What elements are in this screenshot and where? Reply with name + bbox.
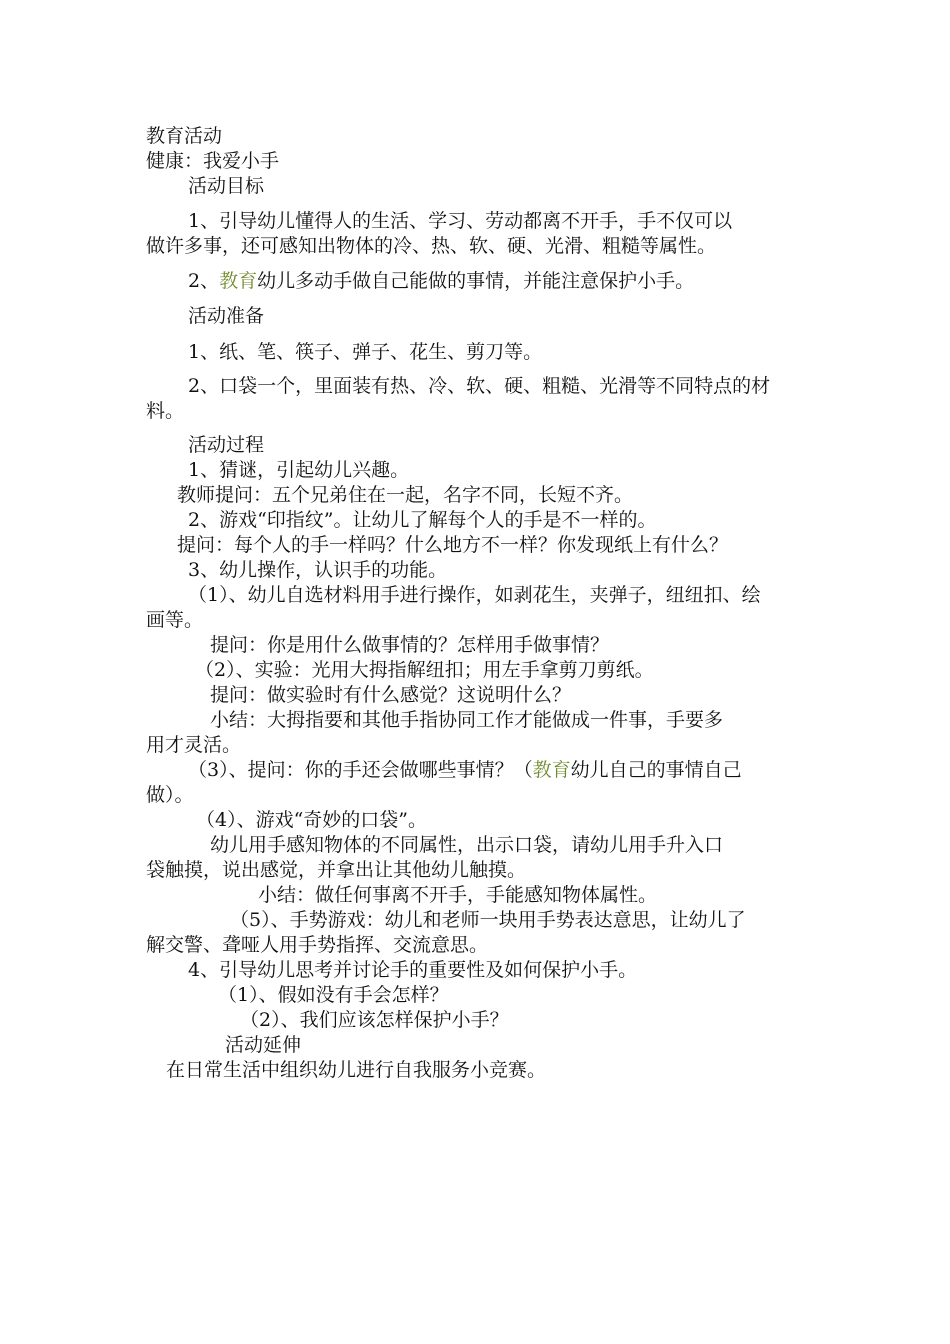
goal-1-line-2: 做许多事，还可感知出物体的冷、热、软、硬、光滑、粗糙等属性。 <box>146 235 717 257</box>
section-heading-extension: 活动延伸 <box>225 1034 302 1056</box>
process-step-1-question: 教师提问：五个兄弟住在一起，名字不同，长短不齐。 <box>177 484 634 506</box>
step-3-4-desc-line-2: 袋触摸，说出感觉，并拿出让其他幼儿触摸。 <box>146 859 527 881</box>
step-3-4: （4）、游戏“奇妙的口袋”。 <box>196 809 428 831</box>
step-4-1: （1）、假如没有手会怎样？ <box>218 984 449 1006</box>
step-4-2: （2）、我们应该怎样保护小手？ <box>240 1009 509 1031</box>
step-3-2-summary-line-2: 用才灵活。 <box>146 734 242 756</box>
step-3-2-question: 提问：做实验时有什么感觉？这说明什么？ <box>210 684 572 706</box>
prep-1: 1、纸、笔、筷子、弹子、花生、剪刀等。 <box>188 341 543 363</box>
section-heading-process: 活动过程 <box>188 434 265 456</box>
process-step-1: 1、猜谜，引起幼儿兴趣。 <box>188 459 410 481</box>
extension-text: 在日常生活中组织幼儿进行自我服务小竞赛。 <box>166 1059 547 1081</box>
section-heading-preparation: 活动准备 <box>188 305 265 327</box>
education-link[interactable]: 教育 <box>532 759 571 781</box>
process-step-2: 2、游戏“印指纹”。让幼儿了解每个人的手是不一样的。 <box>188 509 657 531</box>
step-3-5-line-2: 解交警、聋哑人用手势指挥、交流意思。 <box>146 934 489 956</box>
section-heading-goals: 活动目标 <box>188 175 265 197</box>
step-3-1-line-1: （1）、幼儿自选材料用手进行操作，如剥花生，夹弹子，纽纽扣、绘 <box>188 584 761 606</box>
process-step-4: 4、引导幼儿思考并讨论手的重要性及如何保护小手。 <box>188 959 638 981</box>
step-3-2-summary-line-1: 小结：大拇指要和其他手指协同工作才能做成一件事，手要多 <box>210 709 724 731</box>
step-3-3-text-a: （3）、提问：你的手还会做哪些事情？（ <box>188 759 533 781</box>
doc-title: 健康：我爱小手 <box>146 150 280 172</box>
doc-category: 教育活动 <box>146 125 223 147</box>
prep-2-line-2: 料。 <box>146 400 185 422</box>
step-3-2: （2）、实验：光用大拇指解纽扣；用左手拿剪刀剪纸。 <box>195 659 654 681</box>
step-3-1-line-2: 画等。 <box>146 609 204 631</box>
step-3-4-summary: 小结：做任何事离不开手，手能感知物体属性。 <box>258 884 658 906</box>
step-3-3-line-1 <box>188 758 742 783</box>
step-3-3-line-2: 做）。 <box>146 784 194 806</box>
goal-2-prefix: 2、 <box>188 270 220 292</box>
step-3-5-line-1: （5）、手势游戏：幼儿和老师一块用手势表达意思，让幼儿了 <box>230 909 746 931</box>
prep-2-line-1: 2、口袋一个，里面装有热、冷、软、硬、粗糙、光滑等不同特点的材 <box>188 375 771 397</box>
goal-2 <box>188 269 694 294</box>
step-3-4-desc-line-1: 幼儿用手感知物体的不同属性，出示口袋，请幼儿用手升入口 <box>210 834 724 856</box>
goal-1-line-1: 1、引导幼儿懂得人的生活、学习、劳动都离不开手，手不仅可以 <box>188 210 733 232</box>
process-step-3: 3、幼儿操作，认识手的功能。 <box>188 559 448 581</box>
step-3-1-question: 提问：你是用什么做事情的？怎样用手做事情？ <box>210 634 610 656</box>
step-3-3-text-b: 幼儿自己的事情自己 <box>570 759 742 781</box>
education-link[interactable]: 教育 <box>219 270 258 292</box>
process-step-2-question: 提问：每个人的手一样吗？什么地方不一样？你发现纸上有什么？ <box>177 534 729 556</box>
goal-2-text: 幼儿多动手做自己能做的事情，并能注意保护小手。 <box>257 270 695 292</box>
